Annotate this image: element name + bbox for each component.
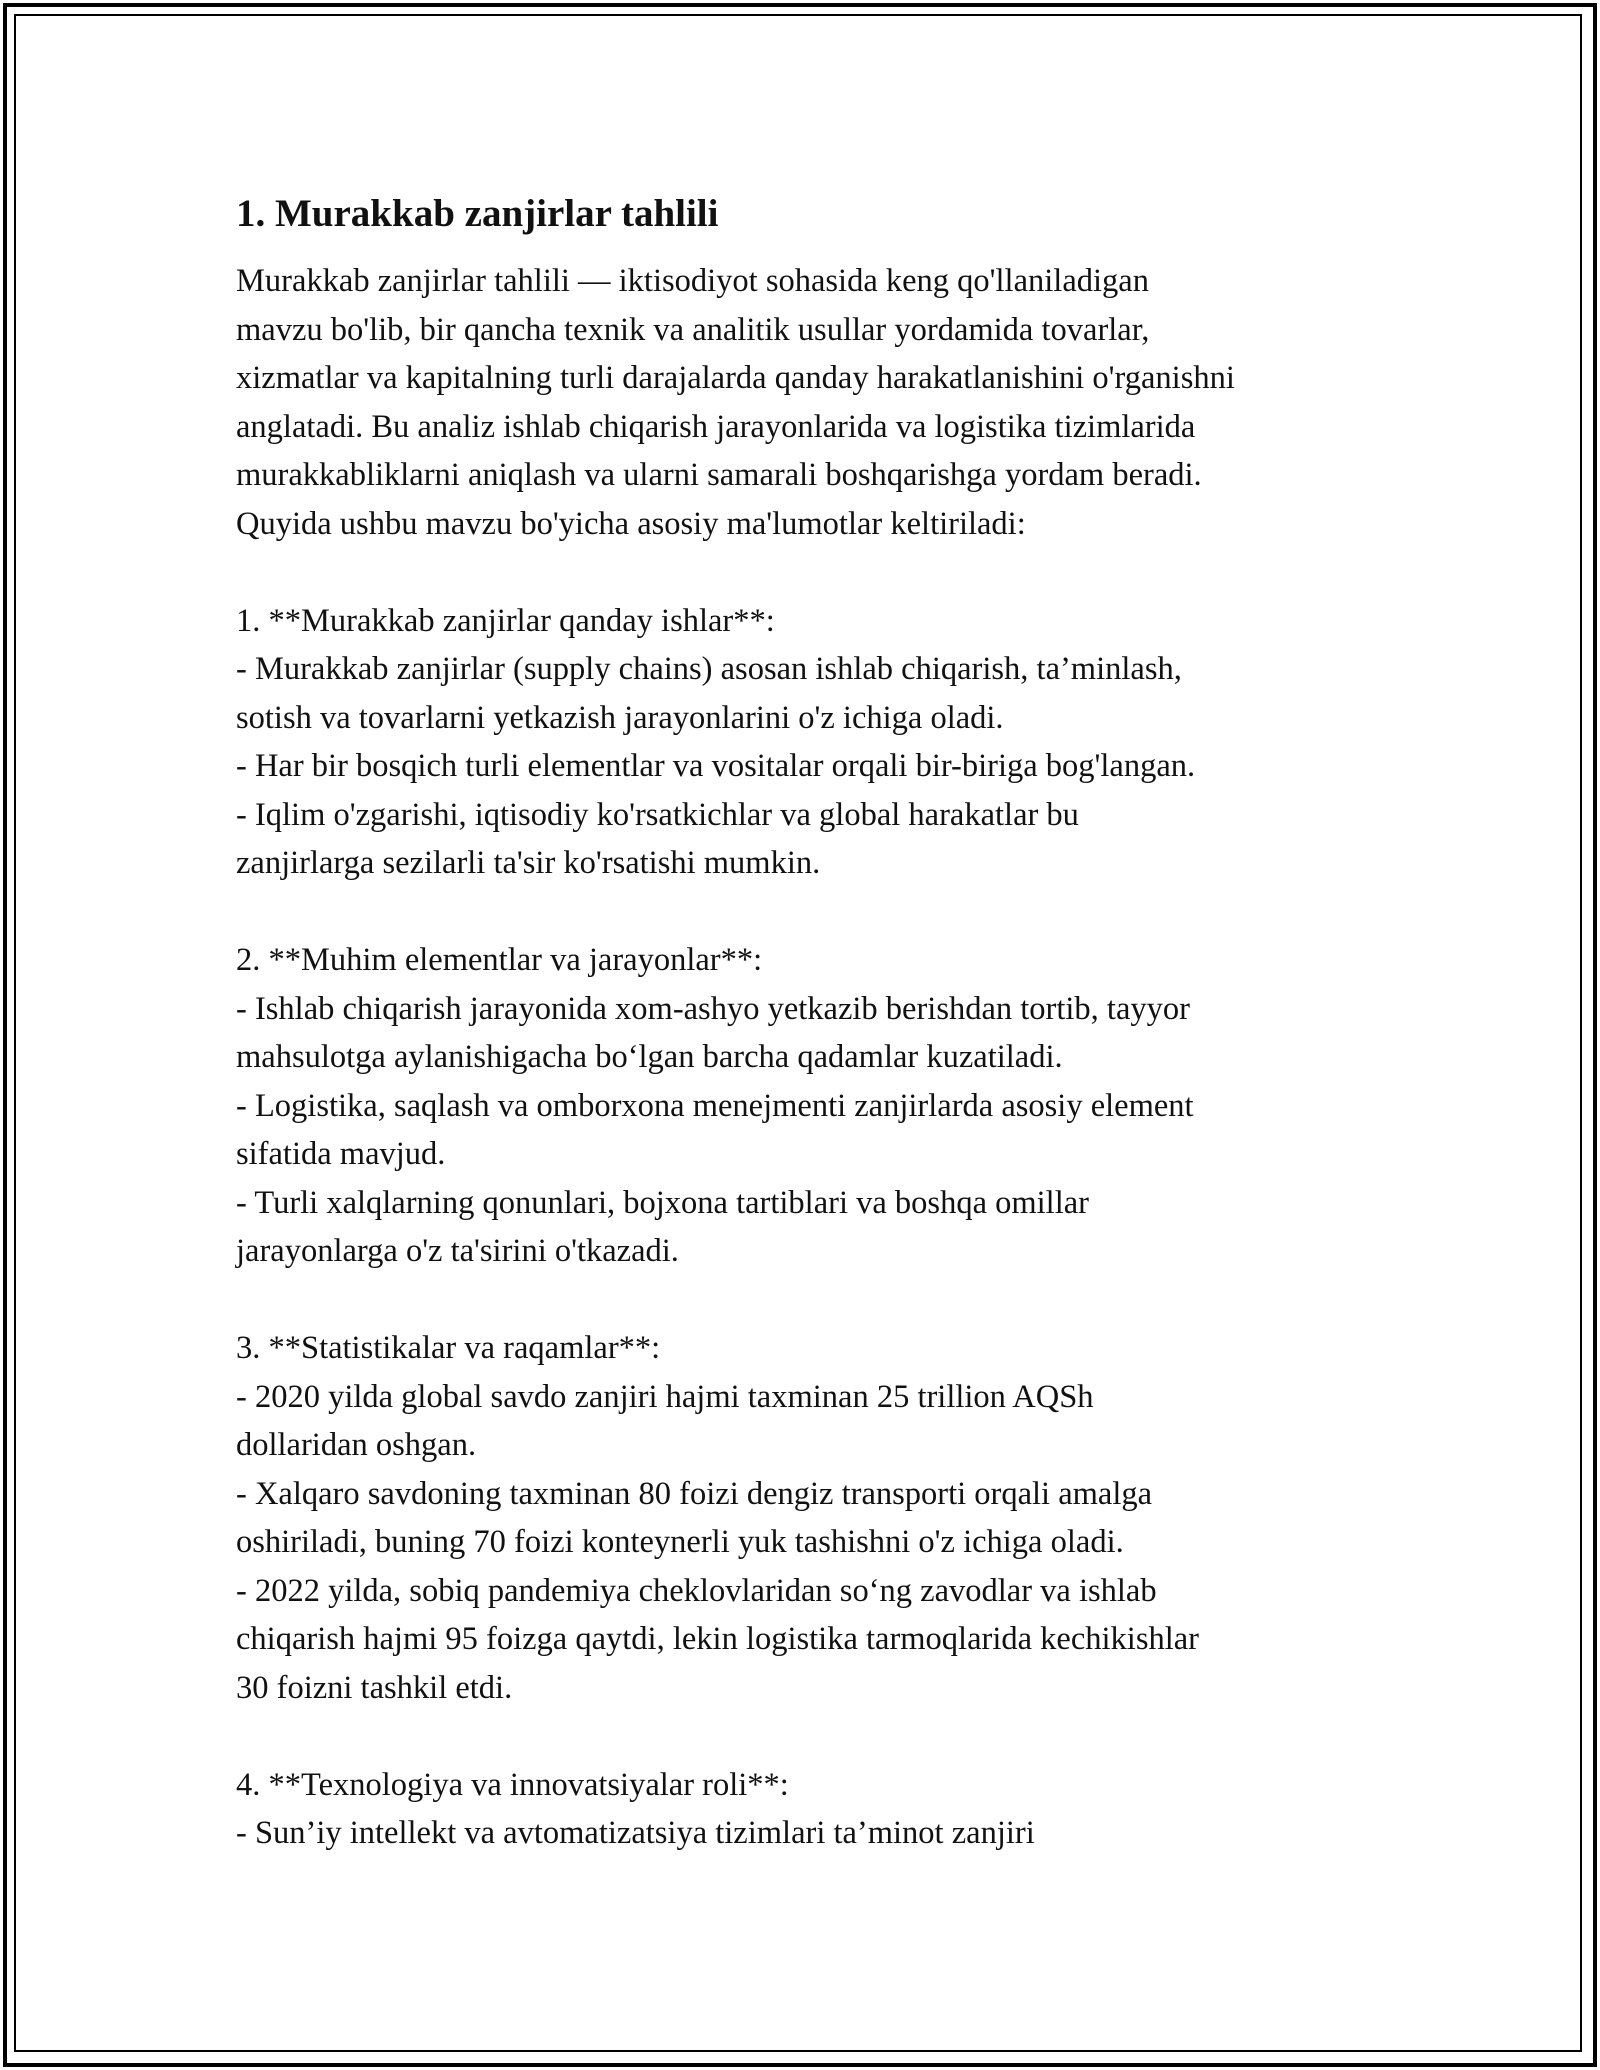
list-item: - Turli xalqlarning qonunlari, bojxona tartiblari va boshqa omillar jarayonlarga o'z ta'sirini o'tkazadi. [236, 1184, 1089, 1269]
section-2 [236, 936, 1396, 1276]
spacer [236, 548, 1396, 597]
section-heading: 3. **Statistikalar va raqamlar**: [236, 1330, 661, 1366]
intro-paragraph: Murakkab zanjirlar tahlili — iktisodiyot sohasida keng qo'llaniladigan mavzu bo'lib, bir qancha texnik va analitik usullar yordamida tovarlar, xizmatlar va kapitalning turli darajalarda qanday harakatlanishini o'rganishni anglatadi. Bu analiz ishlab chiqarish jarayonlarida va logistika tizimlarida murakkabliklarni aniqlash va ularni samarali boshqarishga yordam beradi. Quyida ushbu mavzu bo'yicha asosiy ma'lumotlar keltiriladi: [236, 263, 1235, 542]
list-item: - Har bir bosqich turli elementlar va vositalar orqali bir-biriga bog'langan. [236, 748, 1196, 784]
section-heading: 1. **Murakkab zanjirlar qanday ishlar**: [236, 602, 775, 639]
section-3 [236, 1324, 1396, 1712]
spacer [236, 888, 1396, 937]
spacer [236, 1712, 1396, 1761]
section-1 [236, 597, 1396, 888]
list-item: - Xalqaro savdoning taxminan 80 foizi dengiz transporti orqali amalga oshiriladi, buning 70 foizi konteynerli yuk tashishni o'z ichiga oladi. [236, 1475, 1153, 1560]
list-item: - Murakkab zanjirlar (supply chains) asosan ishlab chiqarish, ta’minlash, sotish va tovarlarni yetkazish jarayonlarini o'z ichiga oladi. [236, 651, 1182, 736]
document-title: 1. Murakkab zanjirlar tahlili [236, 192, 719, 235]
section-heading: 2. **Muhim elementlar va jarayonlar**: [236, 942, 763, 978]
list-item: - 2022 yilda, sobiq pandemiya cheklovlaridan so‘ng zavodlar va ishlab chiqarish hajmi 95 foizga qaytdi, lekin logistika tarmoqlarida kechikishlar 30 foizni tashkil etdi. [236, 1572, 1200, 1706]
section-heading: 4. **Texnologiya va innovatsiyalar roli**: [236, 1766, 789, 1803]
spacer [236, 1276, 1396, 1325]
list-item: - Sun’iy intellekt va avtomatizatsiya tizimlari ta’minot zanjiri [236, 1815, 1035, 1851]
list-item: - Ishlab chiqarish jarayonida xom-ashyo yetkazib berishdan tortib, tayyor mahsulotga aylanishigacha bo‘lgan barcha qadamlar kuzatiladi. [236, 990, 1190, 1075]
list-item: - Iqlim o'zgarishi, iqtisodiy ko'rsatkichlar va global harakatlar bu zanjirlarga sezilarli ta'sir ko'rsatishi mumkin. [236, 796, 1079, 881]
list-item: - Logistika, saqlash va omborxona menejmenti zanjirlarda asosiy element sifatida mavjud. [236, 1087, 1194, 1172]
document-body [236, 187, 1396, 1858]
list-item: - 2020 yilda global savdo zanjiri hajmi taxminan 25 trillion AQSh dollaridan oshgan. [236, 1378, 1094, 1463]
section-4 [236, 1761, 1396, 1858]
